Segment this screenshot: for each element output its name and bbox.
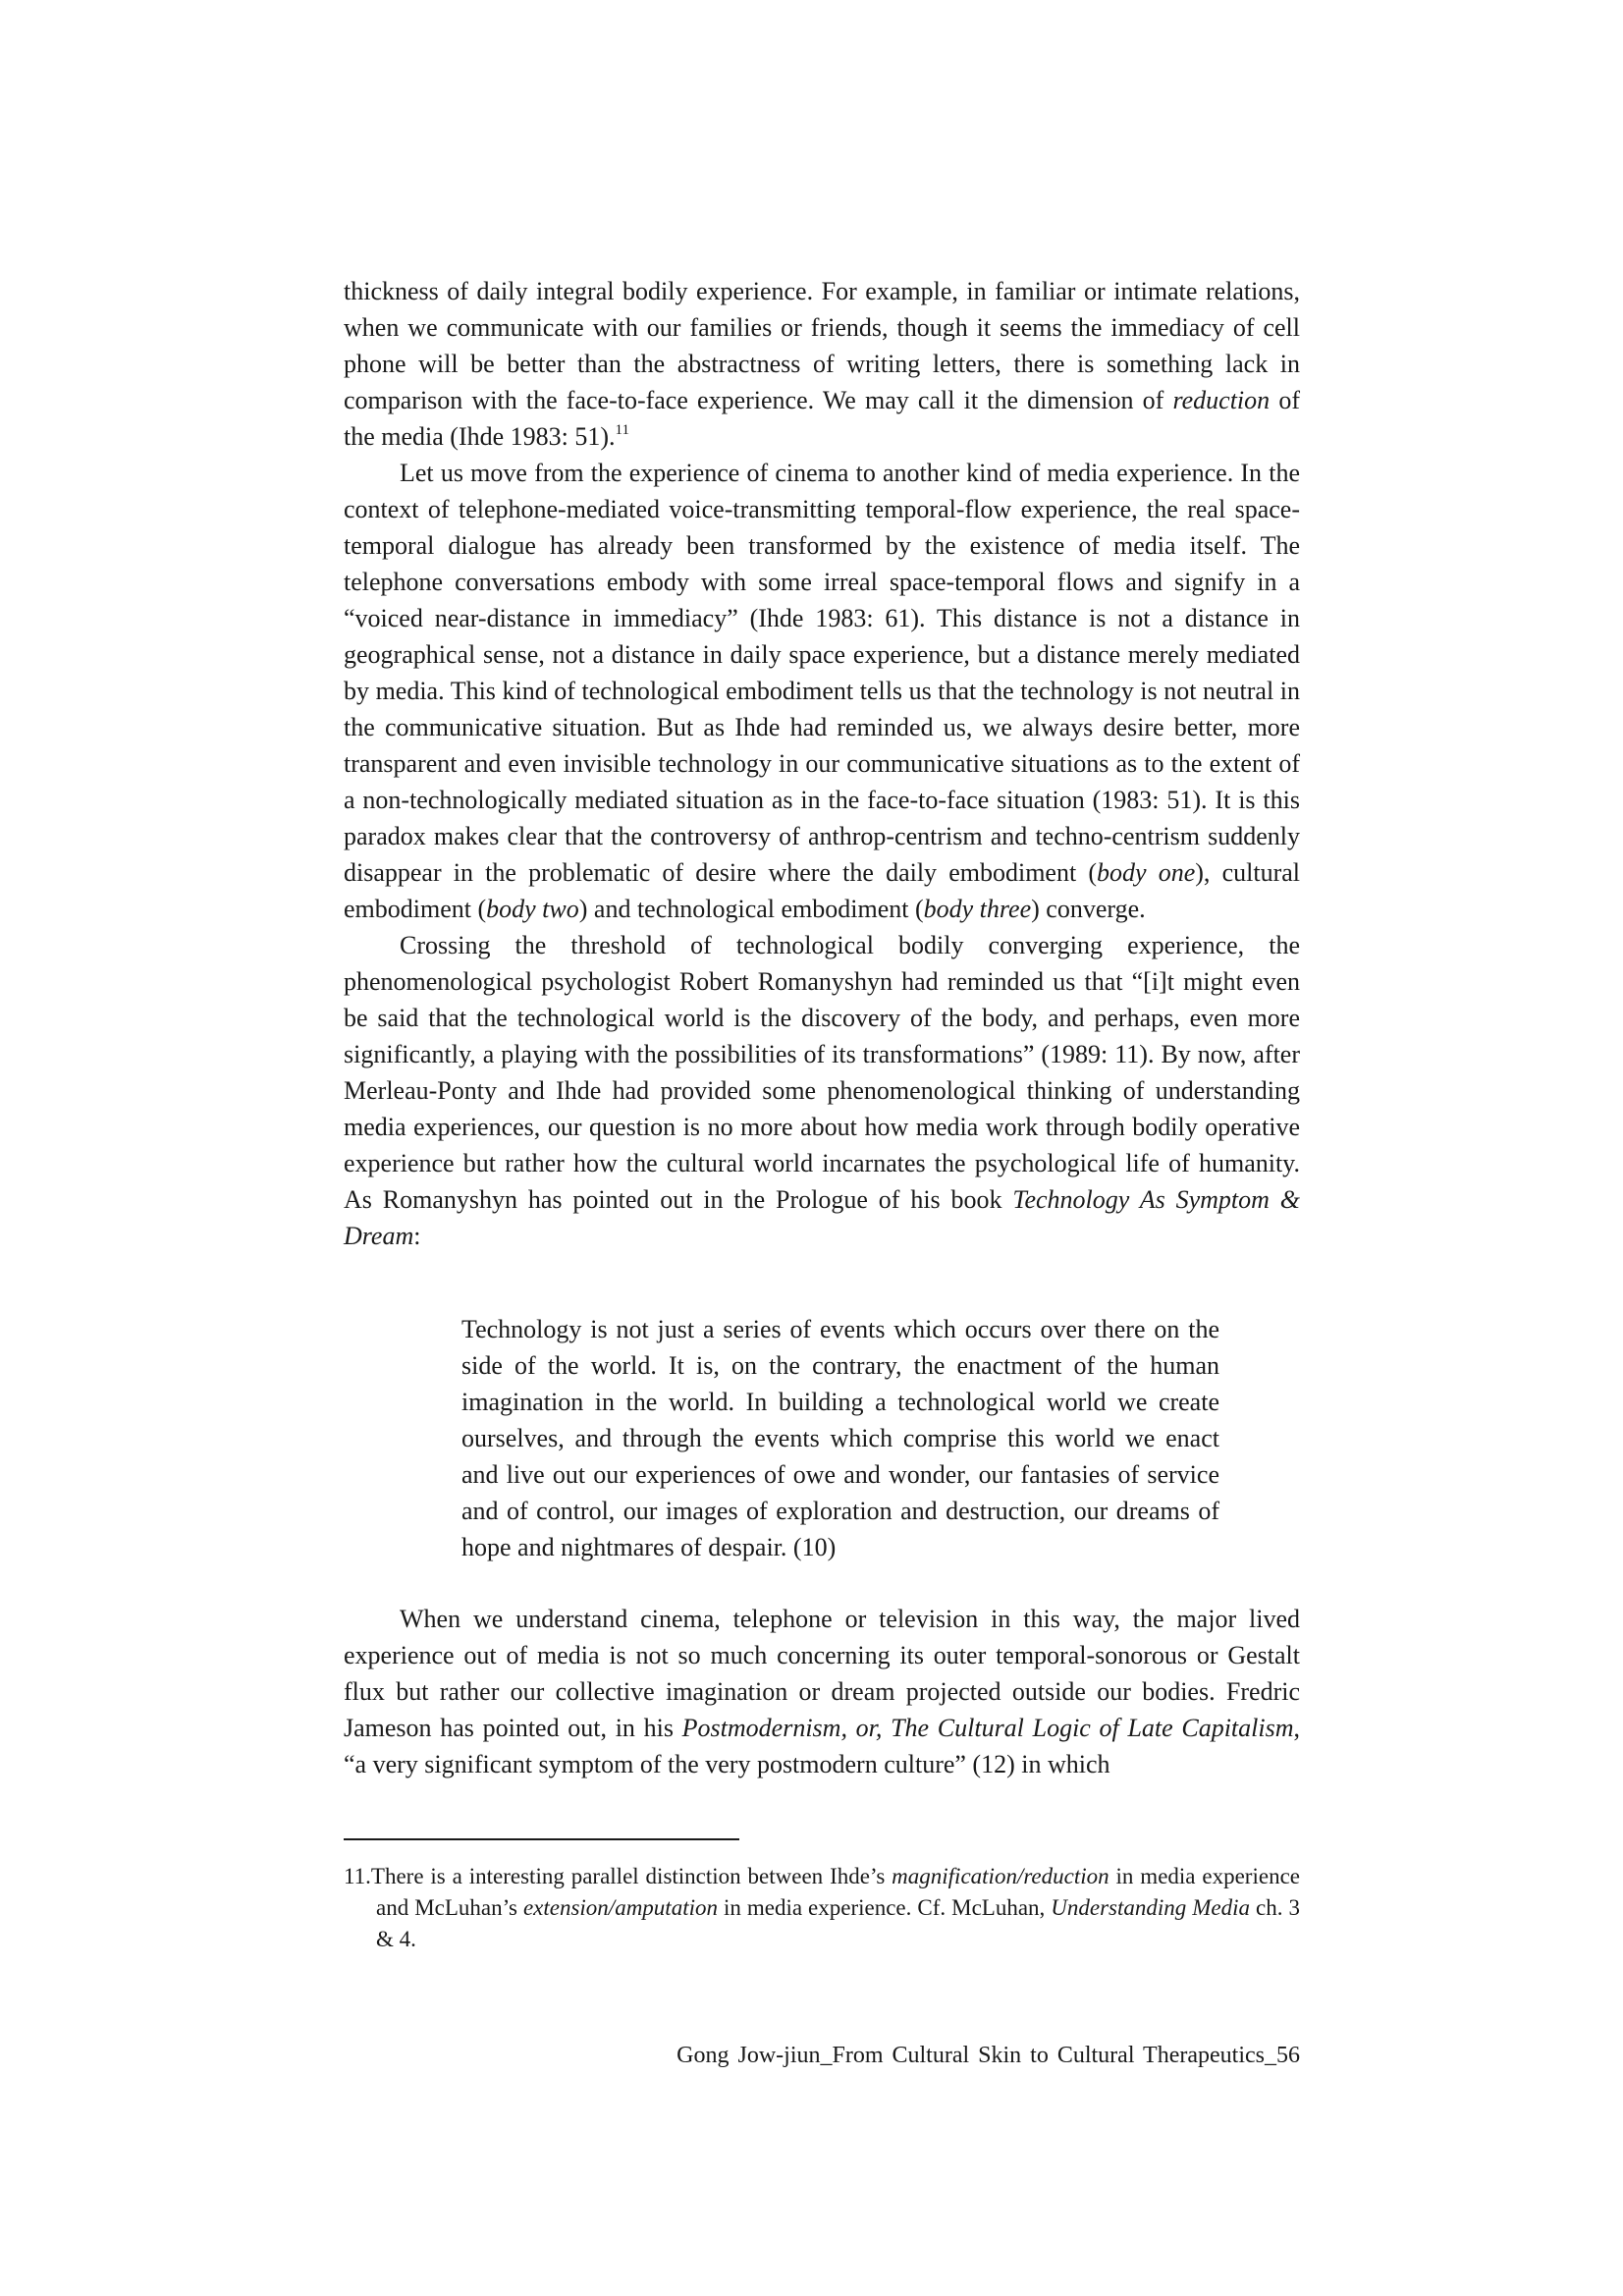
paragraph-2-text: Let us move from the experience of cinema to another kind of media experience. In the context of telephone-mediated voice-transmitting temporal-flow experience, the real space-temporal dialogue has already been transformed by the existence of media itself. The telephone conversations embody with some irreal space-temporal flows and signify in a “voiced near-distance in immediacy” (Ihde 1983: 61). This distance is not a distance in geographical sense, not a distance in daily space experience, but a distance merely mediated by media. This kind of technological embodiment tells us that the technology is not neutral in the communicative situation. But as Ihde had reminded us, we always desire better, more transparent and even invisible technology in our communicative situations as to the extent of a non-technologically mediated situation as in the face-to-face situation (1983: 51). It is this paradox makes clear that the controversy of anthrop-centrism and techno-centrism suddenly disappear in the problematic of desire where the daily embodiment ( bbox=[344, 459, 1300, 887]
paragraph-3-text-end: : bbox=[413, 1222, 421, 1250]
paragraph-2-text-b: ), cultural embodiment ( bbox=[344, 858, 1300, 923]
main-text-top bbox=[344, 273, 1300, 1254]
footnote-book-title: Understanding Media bbox=[1051, 1895, 1251, 1920]
paragraph-3 bbox=[344, 927, 1300, 1254]
paragraph-2-emphasis-2: body two bbox=[486, 895, 579, 923]
paragraph-2-text-d: ) converge. bbox=[1031, 895, 1146, 923]
paragraph-4 bbox=[344, 1601, 1300, 1782]
book-title: Technology As Symptom & Dream bbox=[344, 1185, 1300, 1250]
footnote-number: 11. bbox=[344, 1864, 371, 1888]
footnote-reference[interactable]: 11 bbox=[615, 422, 629, 438]
jameson-book-title: Postmodernism, or, The Cultural Logic of Late Capitalism bbox=[681, 1714, 1294, 1742]
footnote-text-c: in media experience. Cf. McLuhan, bbox=[717, 1895, 1052, 1920]
paragraph-1-text: thickness of daily integral bodily experience. For example, in familiar or intimate relations, when we communicate with our families or friends, though it seems the immediacy of cell phone will be better than the abstractness of writing letters, there is something lack in comparison with the face-to-face experience. We may call it the dimension of bbox=[344, 277, 1300, 414]
paragraph-1 bbox=[344, 273, 1300, 455]
paragraph-4-text: When we understand cinema, telephone or television in this way, the major lived experience out of media is not so much concerning its outer temporal-sonorous or Gestalt flux but rather our collective imagination or dream projected outside our bodies. Fredric Jameson has pointed out, in his bbox=[344, 1605, 1300, 1742]
paragraph-2-emphasis-1: body one bbox=[1097, 858, 1196, 887]
running-footer: Gong Jow-jiun_From Cultural Skin to Cultural Therapeutics_56 bbox=[676, 2043, 1300, 2068]
block-quote: Technology is not just a series of events which occurs over there on the side of the world. It is, on the contrary, the enactment of the human imagination in the world. In building a technological world we create ourselves, and through the events which comprise this world we enact and live out our experiences of owe and wonder, our fantasies of service and of control, our images of exploration and destruction, our dreams of hope and nightmares of despair. (10) bbox=[461, 1315, 1219, 1561]
paragraph-2-emphasis-3: body three bbox=[923, 895, 1032, 923]
paragraph-2 bbox=[344, 455, 1300, 927]
main-text-bottom bbox=[344, 1601, 1300, 1782]
footnote-11 bbox=[344, 1861, 1300, 1955]
paragraph-1-text-end: of the media (Ihde 1983: 51). bbox=[344, 386, 1300, 451]
paragraph-4-text-end: , “a very significant symptom of the very postmodern culture” (12) in which bbox=[344, 1714, 1300, 1778]
footnote-text-b: in media experience and McLuhan’s bbox=[376, 1864, 1300, 1920]
footnote-text-d: ch. 3 & 4. bbox=[376, 1895, 1300, 1951]
paragraph-1-emphasis: reduction bbox=[1172, 386, 1271, 414]
paragraph-3-text: Crossing the threshold of technological bodily converging experience, the phenomenological psychologist Robert Romanyshyn had reminded us that “[i]t might even be said that the technological world is the discovery of the body, and perhaps, even more significantly, a playing with the possibilities of its transformations” (1989: 11). By now, after Merleau-Ponty and Ihde had provided some phenomenological thinking of understanding media experiences, our question is no more about how media work through bodily operative experience but rather how the cultural world incarnates the psychological life of humanity. As Romanyshyn has pointed out in the Prologue of his book bbox=[344, 931, 1300, 1214]
paragraph-2-text-c: ) and technological embodiment ( bbox=[578, 895, 924, 923]
footnote-separator bbox=[344, 1838, 739, 1840]
footnote-text: There is a interesting parallel distinction between Ihde’s bbox=[370, 1864, 893, 1888]
footnote-emphasis-2: extension/amputation bbox=[522, 1895, 718, 1920]
footnote-emphasis-1: magnification/reduction bbox=[892, 1864, 1109, 1888]
